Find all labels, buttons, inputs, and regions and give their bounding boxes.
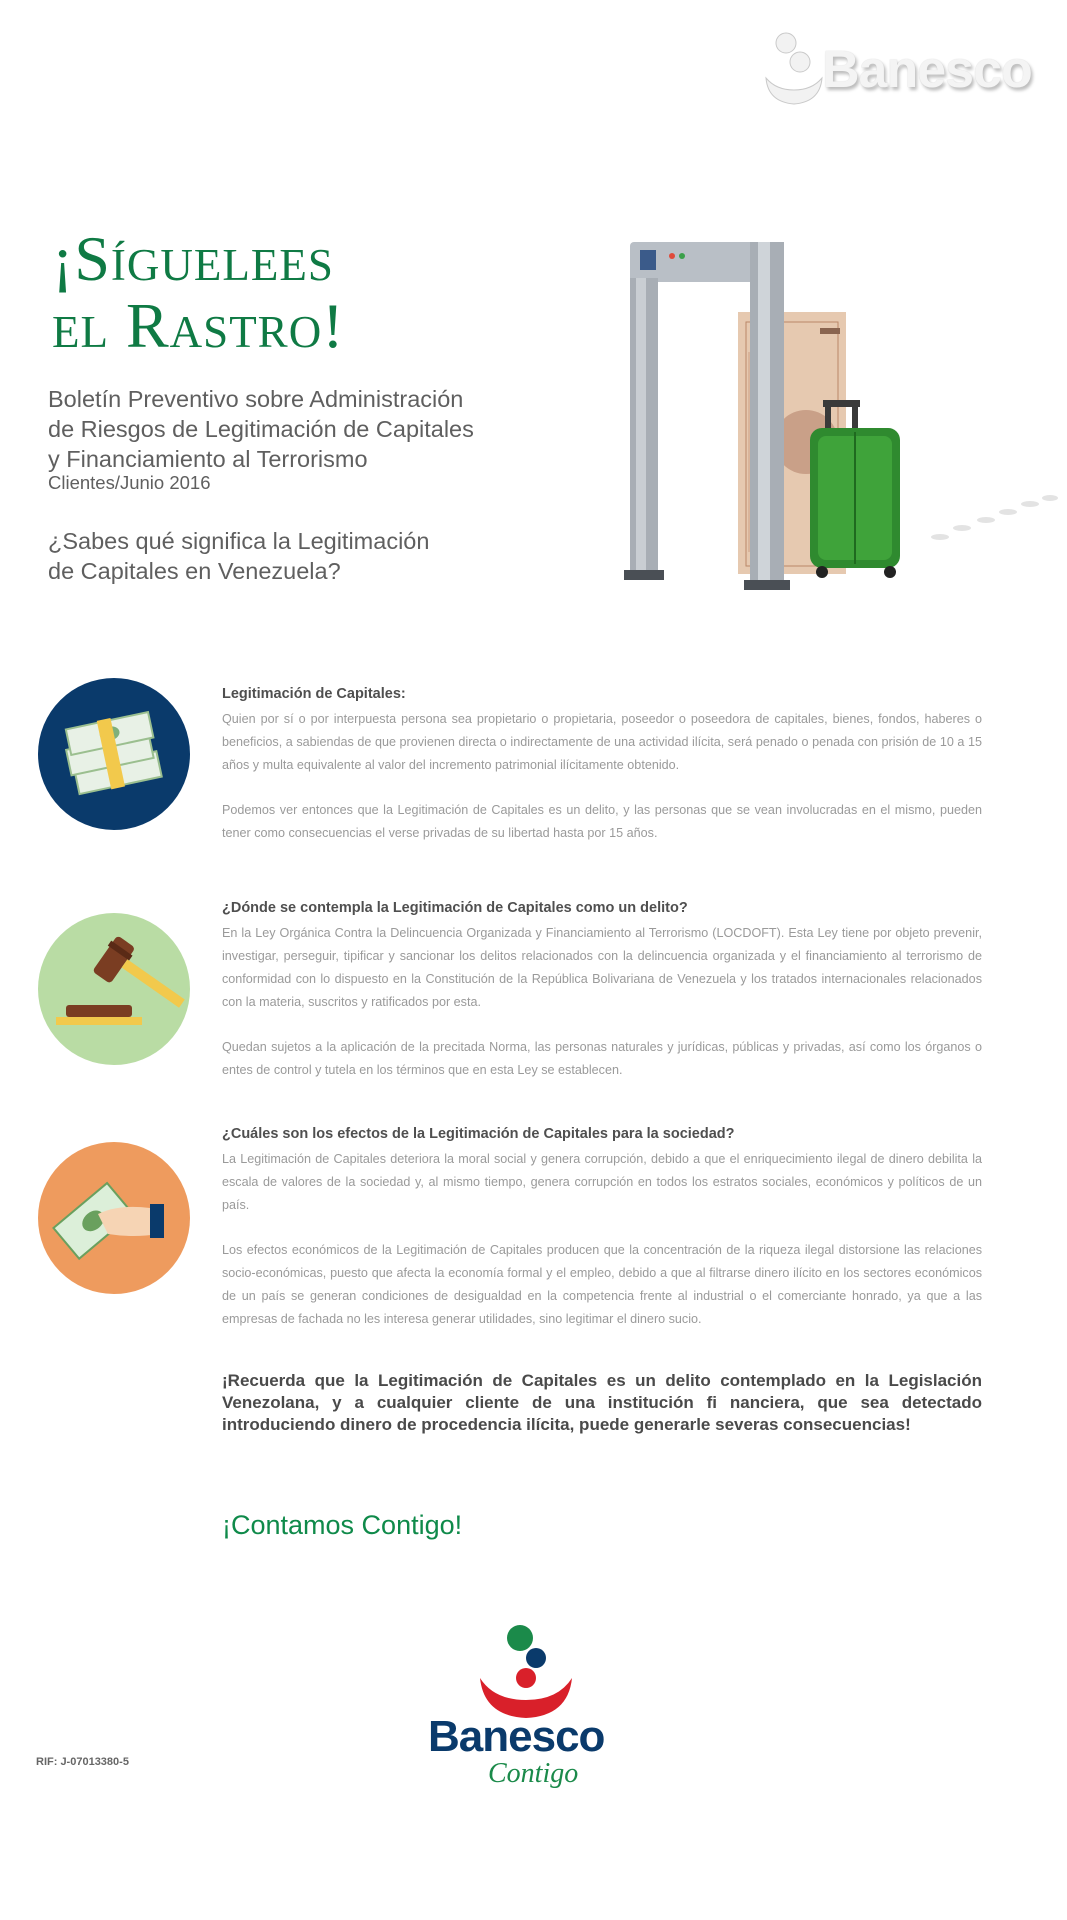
- section-efectos: [222, 1123, 982, 1331]
- subtitle-line-1: Boletín Preventivo sobre Administración: [48, 386, 464, 412]
- question-line-2: de Capitales en Venezuela?: [48, 558, 341, 584]
- rif-number: RIF: J-07013380-5: [36, 1756, 129, 1768]
- bulletin-date: Clientes/Junio 2016: [48, 472, 211, 493]
- banesco-logo: [420, 1620, 630, 1790]
- metal-detector-icon: [624, 242, 790, 590]
- section-1-paragraph-2: Podemos ver entonces que la Legitimación de Capitales es un delito, y las personas que se vean involucradas en el mismo, pueden tener como consecuencias el verse privadas de su libertad hasta por 15 años.: [222, 803, 982, 840]
- bulletin-subtitle: [48, 384, 568, 474]
- gavel-icon: [38, 913, 190, 1065]
- headline-line-2: el Rastro!: [52, 290, 345, 362]
- subtitle-line-2: de Riesgos de Legitimación de Capitales: [48, 416, 474, 442]
- banesco-watermark-icon: [760, 28, 830, 108]
- section-3-paragraph-1: La Legitimación de Capitales deteriora la moral social y genera corrupción, debido a que el enriquecimiento ilegal de dinero debilita la escala de valores de la sociedad y, al mismo tiempo, genera corrupción en todos los estratos sociales, económicos y políticos de un país.: [222, 1152, 982, 1212]
- reminder-text: ¡Recuerda que la Legitimación de Capitales es un delito contemplado en la Legislación Venezolana, y a cualquier cliente de una institución fi nanciera, que sea detectado introduciendo dinero de procedencia ilícita, puede generarle severas consecuencias!: [222, 1371, 982, 1434]
- section-3-title: ¿Cuáles son los efectos de la Legitimación de Capitales para la sociedad?: [222, 1126, 735, 1142]
- closing-slogan: ¡Contamos Contigo!: [222, 1510, 463, 1540]
- hero-illustration: [610, 232, 1060, 612]
- section-2-title: ¿Dónde se contempla la Legitimación de Capitales como un delito?: [222, 900, 688, 916]
- subtitle-line-3: y Financiamiento al Terrorismo: [48, 446, 368, 472]
- section-3-paragraph-2: Los efectos económicos de la Legitimación de Capitales producen que la concentración de la riqueza ilegal distorsione las relaciones socio-económicas, puesto que afecta la economía formal y el empleo, debido a que al filtrarse dinero ilícito en los sectores económicos de un país se generan condiciones de desigualdad en la competencia frente al industrial o el comerciante honrado, ya que a las empresas de fachada no les interesa generar utilidades, sino legitimar el dinero sucio.: [222, 1243, 982, 1326]
- question-line-1: ¿Sabes qué significa la Legitimación: [48, 528, 430, 554]
- watermark-brand-name: Banesco: [822, 41, 1032, 99]
- section-donde-se-contempla: [222, 897, 982, 1082]
- section-2-paragraph-1: En la Ley Orgánica Contra la Delincuencia Organizada y Financiamiento al Terrorismo (LOCDOFT). Esta Ley tiene por objeto prevenir, investigar, perseguir, tipificar y sancionar los delitos relacionados con la delincuencia organizada y el financiamiento al terrorismo de conformidad con lo dispuesto en la Constitución de la República Bolivariana de Venezuela y los tratados internacionales relacionados con la materia, suscritos y ratificados por esta.: [222, 926, 982, 1009]
- banesco-watermark-logo: [760, 28, 1045, 108]
- intro-question: [48, 526, 508, 586]
- footprints-icon: [931, 495, 1058, 540]
- banesco-logo-tagline: Contigo: [488, 1758, 579, 1789]
- section-legitimacion: [222, 683, 982, 845]
- money-stack-icon: [38, 678, 190, 830]
- banesco-logo-name: Banesco: [428, 1712, 605, 1761]
- section-2-paragraph-2: Quedan sujetos a la aplicación de la precitada Norma, las personas naturales y jurídicas, públicas y privadas, así como los órganos o entes de control y tutela en los términos que en esta Ley se establecen.: [222, 1040, 982, 1077]
- hand-money-icon: [38, 1142, 190, 1294]
- headline-line-1: ¡Síguelees: [52, 223, 334, 294]
- section-1-title: Legitimación de Capitales:: [222, 686, 406, 702]
- section-1-paragraph-1: Quien por sí o por interpuesta persona sea propietario o propietaria, poseedor o poseedora de capitales, bienes, fondos, haberes o beneficios, a sabiendas de que provienen directa o indirectamente de una actividad ilícita, será penado o penada con prisión de 10 a 15 años y multa equivalente al valor del incremento patrimonial ilícitamente obtenido.: [222, 712, 982, 772]
- page-title: [52, 223, 572, 362]
